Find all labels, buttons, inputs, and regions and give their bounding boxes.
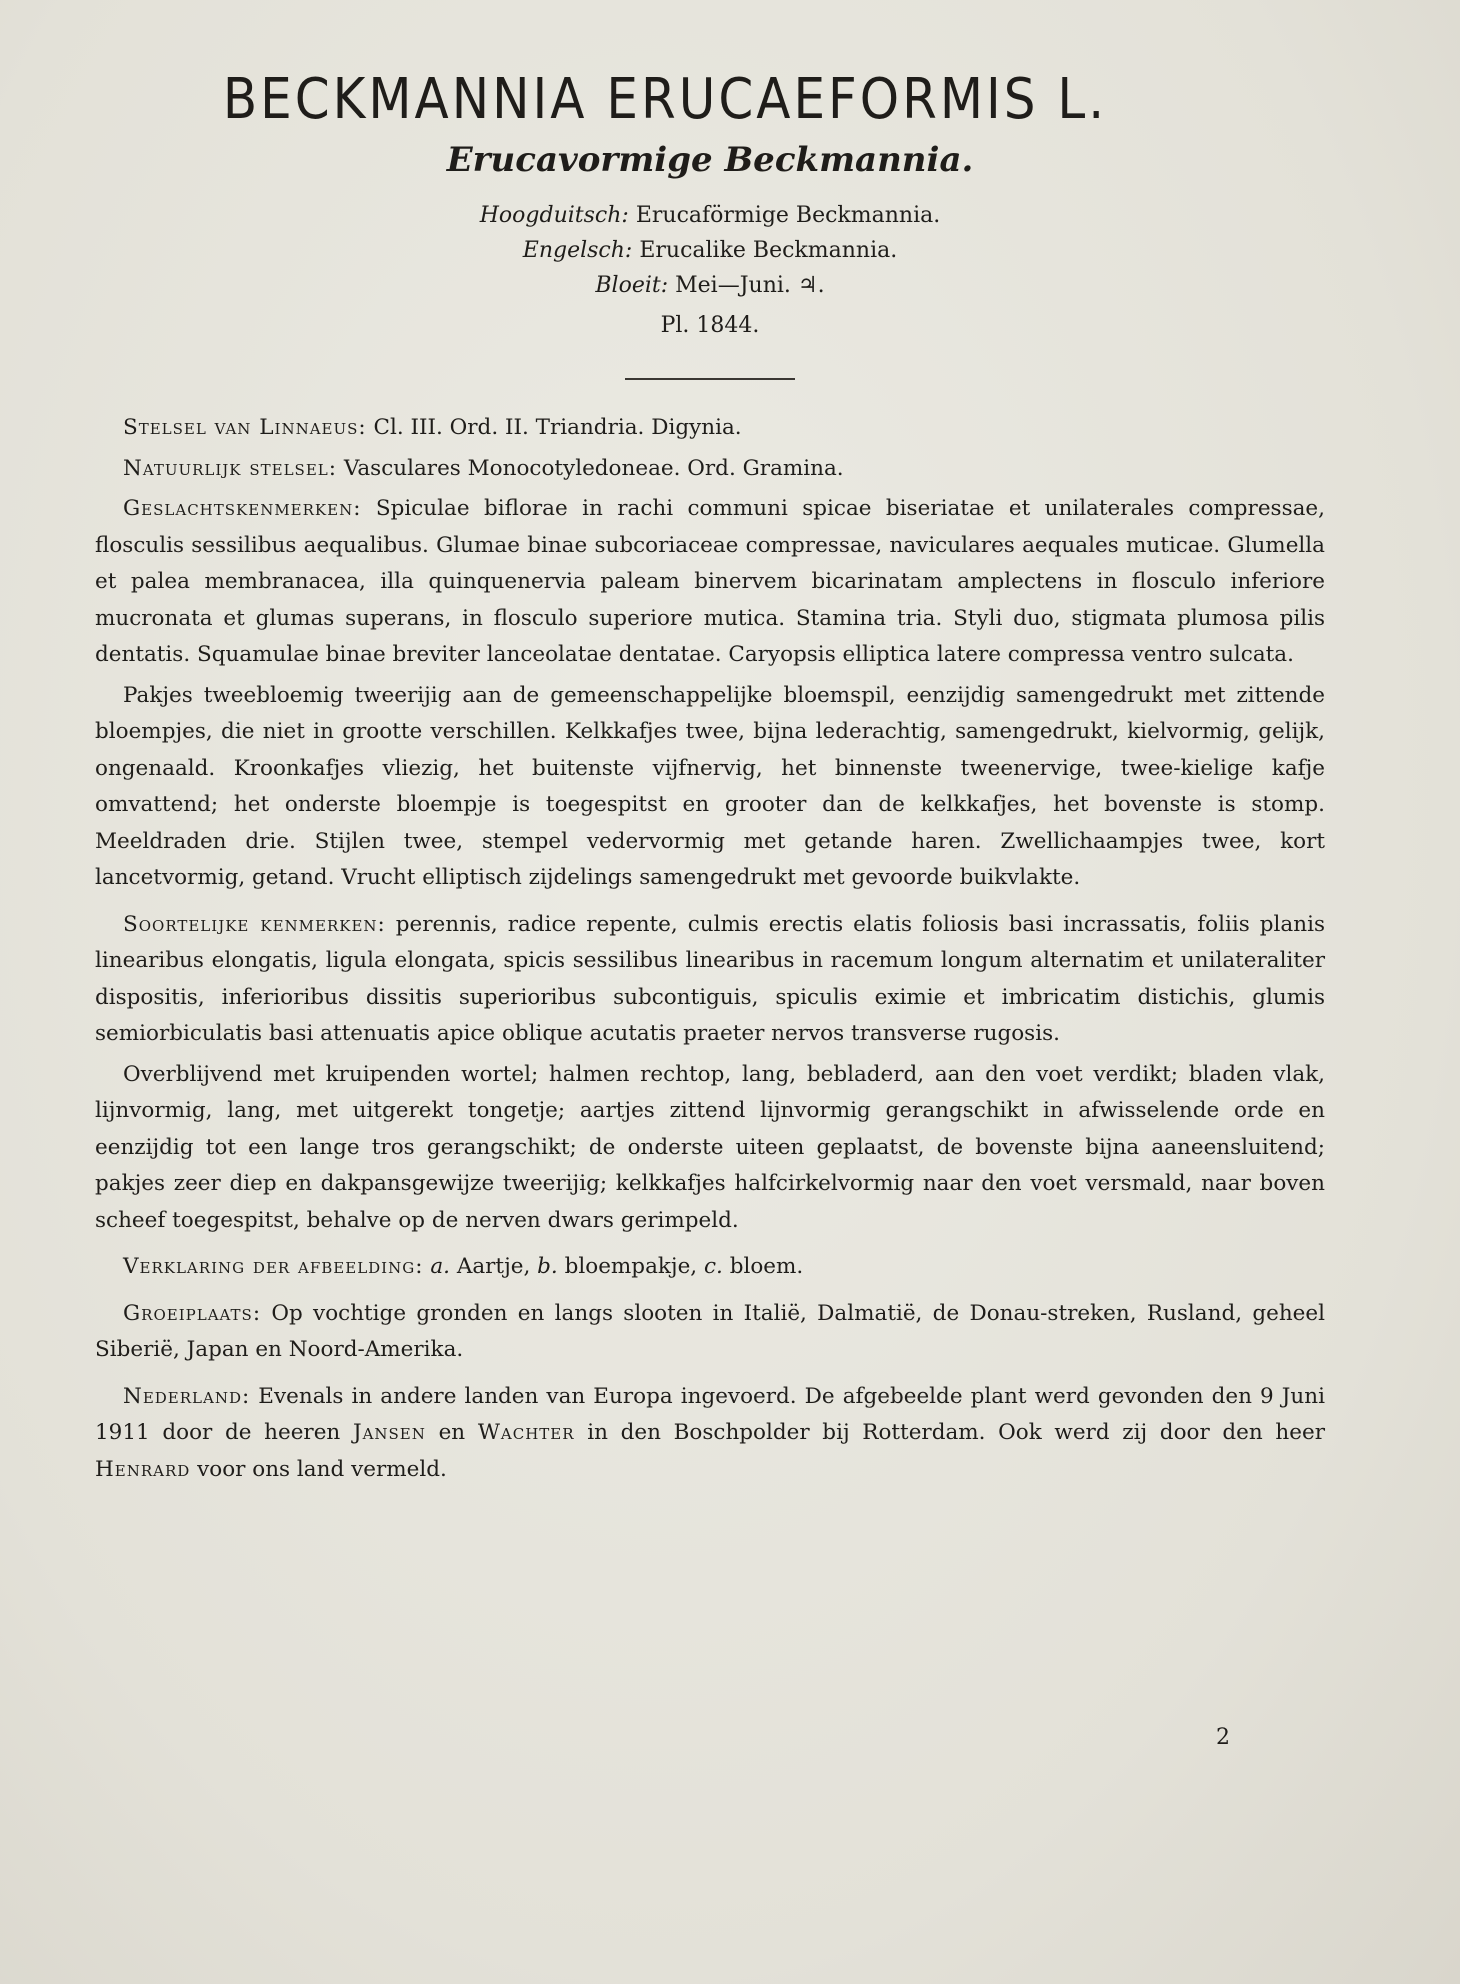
section-text: Op vochtige gronden en langs slooten in Italië, Dalmatië, de Donau-streken, Rusland, geheel Siberië, Japan en Noord-Amerika. [95,1300,1325,1362]
person-name: Wachter [477,1420,575,1445]
section-label: Natuurlijk stelsel: [123,455,337,481]
divider [625,378,795,380]
meta-value: Erucaförmige Beckmannia. [635,203,941,228]
person-name: Jansen [352,1420,426,1445]
body-text [95,410,1325,1488]
meta-value: Erucalike Beckmannia. [639,238,898,263]
section-label: Nederland: [123,1383,251,1409]
meta-value: Mei—Juni. ♃. [675,273,825,298]
figure-text-c: bloem. [729,1254,804,1279]
figure-text-b: bloempakje, [564,1254,698,1279]
person-name: Henrard [95,1456,191,1482]
section-text: en [438,1420,466,1445]
section-soort [95,907,1325,1053]
section-text: Evenals in andere landen van Europa ingevoerd. De afgebeelde plant werd gevonden den 9 Juni 1911 door de heeren [95,1383,1325,1445]
figure-key-b: b. [537,1254,558,1279]
figure-key-c: c. [703,1254,723,1279]
section-verklaring [95,1249,1325,1286]
section-text: Spiculae biflorae in rachi communi spicae biseriatae et unilaterales compressae, flosculis sessilibus aequalibus. Glumae binae subcoriaceae compressae, naviculares aequales muticae. Glumella et palea membranacea, illa quinquenervia paleam binervem bicarinatam amplectens in flosculo inferiore mucronata et glumas superans, in flosculo superiore mutica. Stamina tria. Styli duo, stigmata plumosa pilis dentatis. Squamulae binae breviter lanceolatae dentatae. Caryopsis elliptica latere compressa ventro sulcata. [95,496,1325,667]
section-groeiplaats [95,1296,1325,1369]
section-label: Geslachtskenmerken: [123,496,362,521]
meta-bloom [95,268,1325,303]
meta-block [95,198,1325,303]
meta-label: Bloeit: [595,273,669,298]
section-label: Stelsel van Linnaeus: [123,415,367,440]
meta-german [95,198,1325,233]
figure-key-a: a. [430,1254,450,1279]
section-natuurlijk [95,451,1325,488]
plate-number: Pl. 1844. [660,313,760,338]
section-text: voor ons land vermeld. [197,1456,447,1482]
page-number: 2 [1216,1725,1230,1750]
meta-label: Hoogduitsch: [479,203,629,228]
header [95,66,1325,380]
dutch-name: Erucavormige Beckmannia. [446,140,974,180]
figure-text-a: Aartje, [456,1254,531,1279]
section-soort-nl: Overblijvend met kruipenden wortel; halmen rechtop, lang, bebladerd, aan den voet verdikt; bladen vlak, lijnvormig, lang, met uitgerekt tongetje; aartjes zittend lijnvormig gerangschikt in afwisselende orde en eenzijdig tot een lange tros gerangschikt; de onderste uiteen geplaatst, de bovenste bijna aaneensluitend; pakjes zeer diep en dakpansgewijze tweerijig; kelkkafjes halfcirkelvormig naar den voet versmald, naar boven scheef toegespitst, behalve op de nerven dwars gerimpeld. [95,1061,1325,1233]
section-nederland [95,1379,1325,1489]
species-title: BECKMANNIA ERUCAEFORMIS L. [222,66,1108,132]
meta-english [95,233,1325,268]
section-geslacht [95,491,1325,674]
section-text: Cl. III. Ord. II. Triandria. Digynia. [373,415,742,440]
section-stelsel [95,410,1325,447]
section-geslacht-nl: Pakjes tweebloemig tweerijig aan de gemeenschappelijke bloemspil, eenzijdig samengedrukt met zittende bloempjes, die niet in grootte verschillen. Kelkkafjes twee, bijna lederachtig, samengedrukt, kielvormig, gelijk, ongenaald. Kroonkafjes vliezig, het buitenste vijfnervig, het binnenste tweenervige, twee-kielige kafje omvattend; het onderste bloempje is toegespitst en grooter dan de kelkkafjes, het bovenste is stomp. Meeldraden drie. Stijlen twee, stempel vedervormig met getande haren. Zwellichaampjes twee, kort lancetvormig, getand. Vrucht elliptisch zijdelings samengedrukt met gevoorde buikvlakte. [95,682,1325,890]
section-text: perennis, radice repente, culmis erectis elatis foliosis basi incrassatis, foliis planis linearibus elongatis, ligula elongata, spicis sessilibus linearibus in racemum longum alternatim et unilateraliter dispositis, inferioribus dissitis superioribus subcontiguis, spiculis eximie et imbricatim distichis, glumis semiorbiculatis basi attenuatis apice oblique acutatis praeter nervos transverse rugosis. [95,911,1325,1046]
meta-label: Engelsch: [522,238,633,263]
section-text: Vasculares Monocotyledoneae. Ord. Gramina. [343,455,844,481]
section-text: in den Boschpolder bij Rotterdam. Ook werd zij door den heer [587,1420,1325,1445]
section-label: Verklaring der afbeelding: [123,1254,424,1279]
section-label: Soortelijke kenmerken: [123,911,386,937]
section-label: Groeiplaats: [123,1300,262,1326]
